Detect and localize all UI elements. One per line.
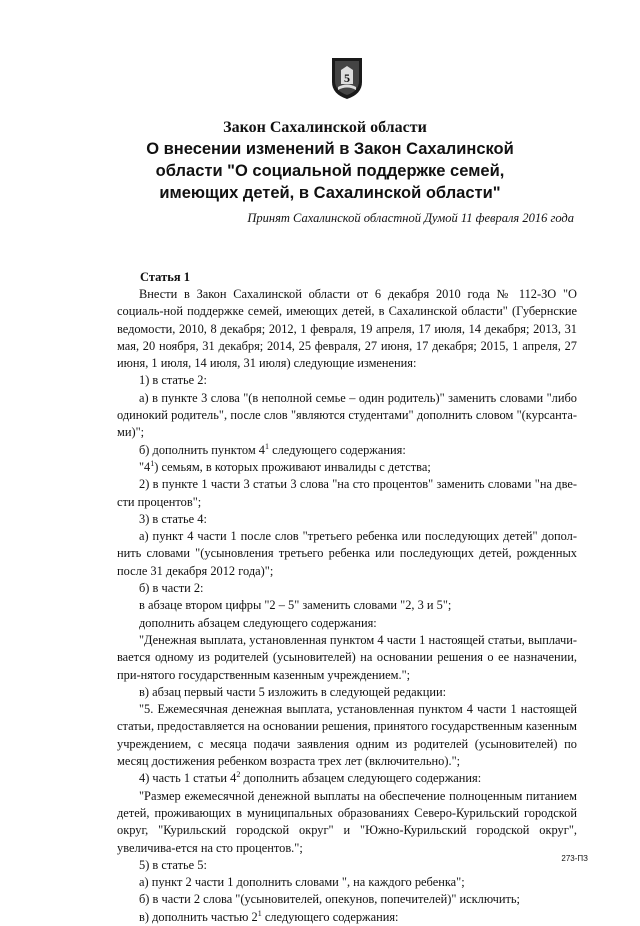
text-run: в) дополнить частью 2 — [139, 909, 258, 924]
subtitle-line: имеющих детей, в Сахалинской области" — [159, 184, 501, 202]
text-run: следующего содержания: — [272, 442, 406, 457]
paragraph: б) в части 2: — [139, 581, 204, 596]
text-run: дополнить абзацем следующего содержания: — [243, 771, 482, 786]
paragraph: 2) в пункте 1 части 3 статьи 3 слова "на сто процентов" заменить словами "на две-сти процентов"; — [117, 477, 577, 509]
paragraph: 5) в статье 5: — [139, 857, 207, 872]
paragraph: б) в части 2 слова "(усыновителей, опекунов, попечителей)" исключить; — [139, 892, 520, 907]
text-run: ) семьям, в которых проживают инвалиды с детства; — [154, 459, 431, 474]
paragraph — [117, 459, 577, 476]
law-title: Закон Сахалинской области — [223, 119, 427, 136]
superscript: 1 — [264, 441, 269, 451]
paragraph: дополнить абзацем следующего содержания: — [139, 615, 377, 630]
subtitle-line: области "О социальной поддержке семей, — [155, 162, 505, 180]
superscript: 1 — [150, 458, 155, 468]
coat-of-arms-emblem — [327, 54, 367, 100]
paragraph: 3) в статье 4: — [139, 511, 207, 526]
paragraph — [117, 909, 577, 926]
paragraph: а) в пункте 3 слова "(в неполной семье – один родитель)" заменить словами "либо одинокий родитель", после слов "являются студентами" дополнить словом "(курсанта-ми)"; — [117, 390, 577, 440]
superscript: 1 — [257, 908, 262, 918]
adoption-note: Принят Сахалинской областной Думой 11 февраля 2016 года — [247, 211, 574, 225]
law-subtitle — [10, 138, 640, 204]
paragraph: Внести в Закон Сахалинской области от 6 декабря 2010 года № 112-ЗО "О социаль-ной поддержке семей, имеющих детей, в Сахалинской области" (Губернские ведомости, 2010, 8 декабря; 2012, 1 февраля, 19 апреля, 17 июля, 14 декабря; 2013, 31 мая, 20 ноября, 31 декабря; 2014, 25 февраля, 27 июня, 17 декабря; 2015, 1 апреля, 27 июня, 1 июля, 14 июля, 31 июля) следующие изменения: — [117, 287, 577, 371]
text-run: "4 — [139, 459, 151, 474]
text-run: б) дополнить пунктом 4 — [139, 442, 265, 457]
paragraph: в абзаце втором цифры "2 – 5" заменить словами "2, 3 и 5"; — [139, 598, 452, 613]
paragraph: в) абзац первый части 5 изложить в следующей редакции: — [139, 684, 447, 699]
paragraph: "5. Ежемесячная денежная выплата, установленная пунктом 4 части 1 настоящей статьи, предоставляется на основании решения, принятого государственным казенным учреждением, с месяца подачи заявления одним из родителей (усыновителей) по месяц достижения ребенком возраста трех лет (включительно)."; — [117, 702, 577, 769]
article-body — [117, 286, 577, 926]
document-code: 273-ПЗ — [561, 854, 588, 863]
paragraph: а) пункт 2 части 1 дополнить словами ", на каждого ребенка"; — [139, 875, 465, 890]
paragraph — [117, 770, 577, 787]
text-run: 4) часть 1 статьи 4 — [139, 771, 237, 786]
superscript: 2 — [236, 770, 241, 780]
svg-text:5: 5 — [344, 71, 350, 85]
text-run: следующего содержания: — [264, 909, 399, 924]
paragraph: а) пункт 4 части 1 после слов "третьего ребенка или последующих детей" допол-нить словами "(усыновления третьего ребенка или последующих детей, рожденных после 31 декабря 2012 года)"; — [117, 529, 577, 578]
paragraph: 1) в статье 2: — [139, 373, 207, 388]
subtitle-line: О внесении изменений в Закон Сахалинской — [146, 140, 514, 158]
article-heading: Статья 1 — [140, 270, 190, 284]
paragraph: "Денежная выплата, установленная пунктом 4 части 1 настоящей статьи, выплачи-вается одному из родителей (усыновителей) на основании решения о ее назначении, при-нятого государственным казенным учреждением."; — [117, 632, 577, 682]
paragraph: "Размер ежемесячной денежной выплаты на обеспечение полноценным питанием детей, проживающих в муниципальных образованиях Северо-Курильский городской округ, "Курильский городской округ" и "Южно-Курильский городской округ", увеличива-ется на сто процентов."; — [117, 788, 577, 855]
paragraph — [117, 442, 577, 459]
